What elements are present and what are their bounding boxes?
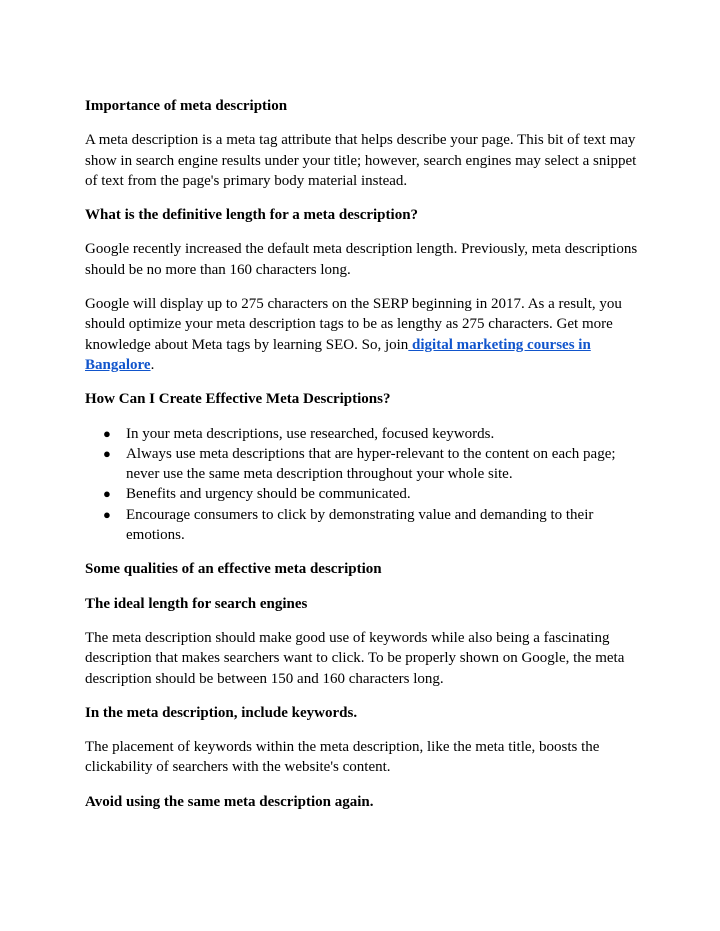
digital-marketing-courses-link[interactable]: digital marketing courses in Bangalore: [85, 336, 591, 373]
paragraph-serp-end: .: [150, 356, 155, 373]
heading-qualities: Some qualities of an effective meta description: [85, 561, 382, 578]
list-item: [85, 444, 645, 485]
paragraph-definition: A meta description is a meta tag attribute that helps describe your page. This bit of text may show in search engine results under your title; however, search engines may select a snippet of text from the page's primary body material instead.: [85, 132, 637, 189]
heading-ideal-length: The ideal length for search engines: [85, 595, 308, 612]
paragraph-ideal-length: The meta description should make good use of keywords while also being a fascinating description that makes searchers want to click. To be properly shown on Google, the meta description should be between 150 and 160 characters long.: [85, 629, 625, 687]
paragraph-keywords: The placement of keywords within the meta description, like the meta title, boosts the clickability of searchers with the website's content.: [85, 739, 600, 776]
paragraph-serp: [85, 294, 645, 375]
heading-include-keywords: In the meta description, include keywords.: [85, 704, 358, 721]
bullet-icon: ●: [103, 486, 111, 502]
tips-list: [85, 424, 645, 546]
bullet-icon: ●: [103, 425, 111, 441]
list-item: [85, 424, 645, 444]
list-item-text: Always use meta descriptions that are hyper-relevant to the content on each page; never use the same meta description throughout your whole site.: [126, 445, 616, 483]
document-body: [85, 96, 645, 812]
list-item-text: In your meta descriptions, use researched, focused keywords.: [126, 425, 495, 442]
list-item-text: Encourage consumers to click by demonstrating value and demanding to their emotions.: [126, 506, 594, 544]
paragraph-serp-text: Google will display up to 275 characters on the SERP beginning in 2017. As a result, you should optimize your meta description tags to be as lengthy as 275 characters. Get more knowledge about Meta tags by learning SEO. So, join: [85, 296, 622, 353]
list-item: [85, 484, 645, 504]
heading-avoid-duplicate: Avoid using the same meta description again.: [85, 793, 374, 810]
heading-definitive-length: What is the definitive length for a meta description?: [85, 207, 419, 224]
paragraph-default-length: Google recently increased the default meta description length. Previously, meta descriptions should be no more than 160 characters long.: [85, 241, 638, 278]
bullet-icon: ●: [103, 445, 111, 461]
bullet-icon: ●: [103, 506, 111, 522]
list-item: [85, 505, 645, 546]
heading-create-effective: How Can I Create Effective Meta Descriptions?: [85, 391, 391, 408]
heading-importance: Importance of meta description: [85, 98, 288, 114]
list-item-text: Benefits and urgency should be communicated.: [126, 486, 411, 503]
